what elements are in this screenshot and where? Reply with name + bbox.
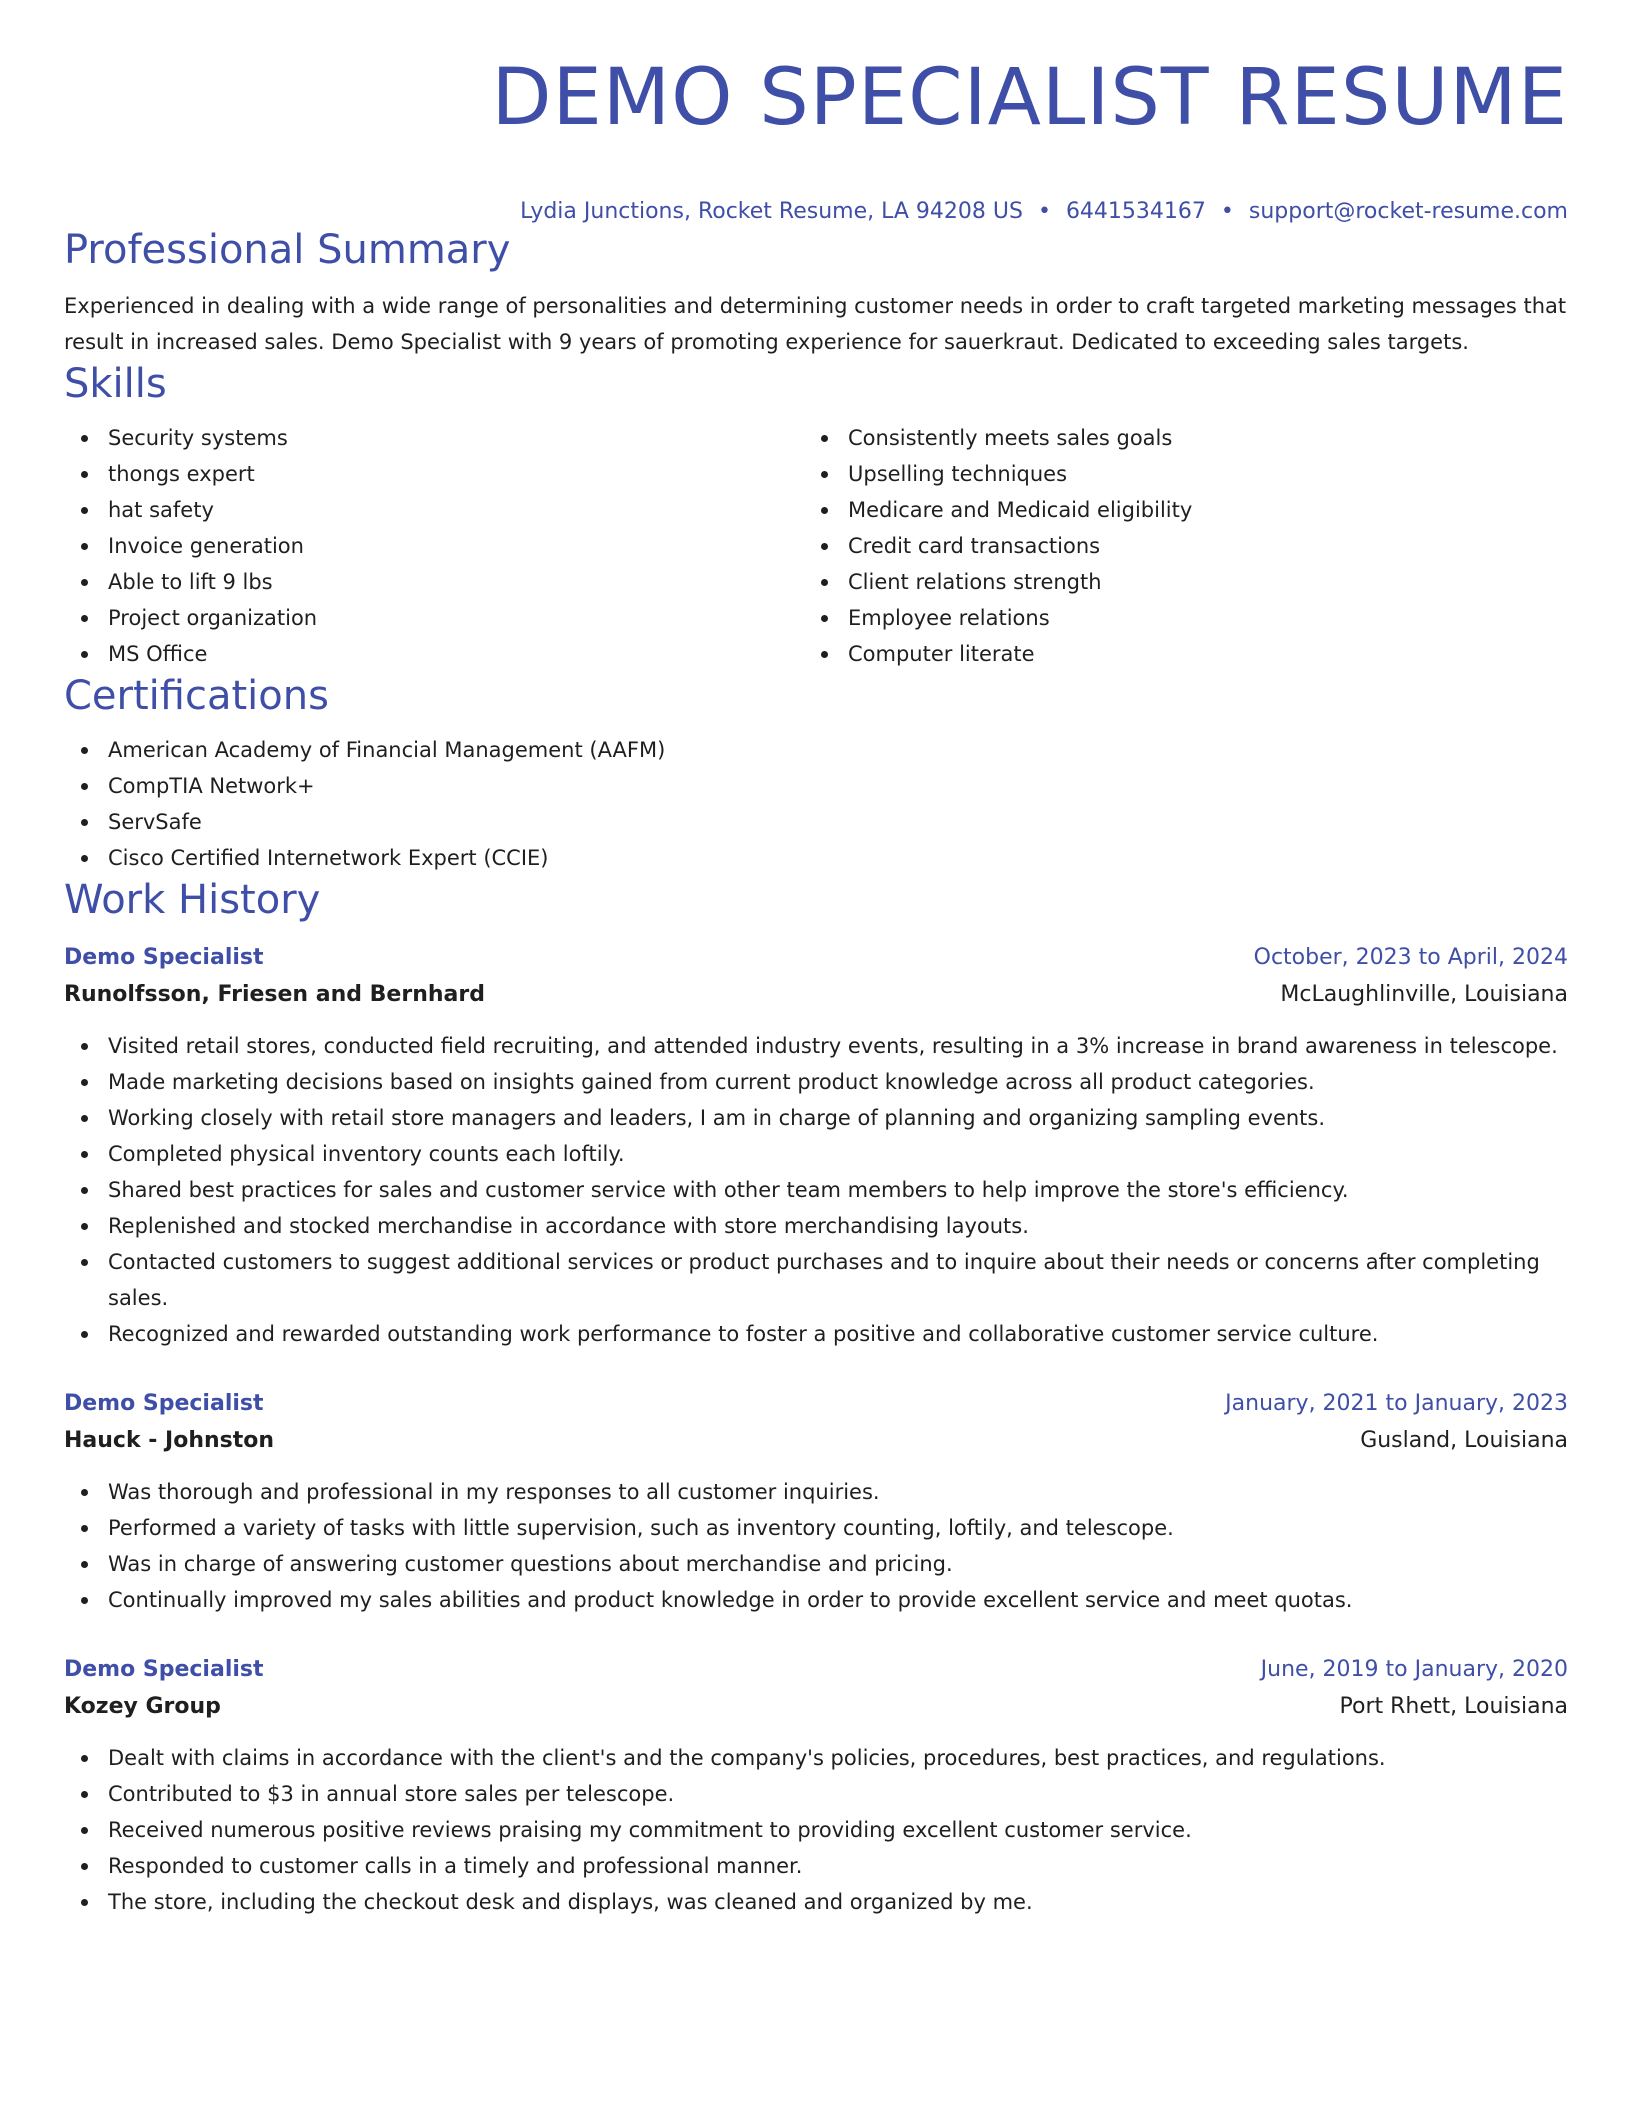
- job-employer: [64, 1688, 1568, 1726]
- work-history-heading: Work History: [64, 877, 321, 923]
- job-bullet: Was thorough and professional in my responses to all customer inquiries.: [64, 1474, 1568, 1510]
- job-employer: [64, 976, 1568, 1014]
- skill-item: Client relations strength: [804, 564, 1568, 600]
- job-title: Demo Specialist: [64, 945, 264, 970]
- job-bullet: Contributed to $3 in annual store sales per telescope.: [64, 1776, 1568, 1812]
- job-location: McLaughlinville, Louisiana: [1280, 982, 1568, 1007]
- job-entry: [64, 1652, 1568, 1920]
- job-company: Runolfsson, Friesen and Bernhard: [64, 982, 485, 1007]
- job-bullet: Shared best practices for sales and customer service with other team members to help improve the store's efficiency.: [64, 1172, 1568, 1208]
- skill-item: Security systems: [64, 420, 804, 456]
- skill-item: Project organization: [64, 600, 804, 636]
- skill-item: Able to lift 9 lbs: [64, 564, 804, 600]
- certifications-list: [64, 732, 1568, 876]
- job-bullet: Dealt with claims in accordance with the client's and the company's policies, procedures, best practices, and regulations.: [64, 1740, 1568, 1776]
- certification-item: CompTIA Network+: [64, 768, 1568, 804]
- job-bullet: Performed a variety of tasks with little supervision, such as inventory counting, loftily, and telescope.: [64, 1510, 1568, 1546]
- job-bullets: [64, 1028, 1568, 1352]
- job-bullets: [64, 1474, 1568, 1618]
- skill-item: hat safety: [64, 492, 804, 528]
- job-header: [64, 1386, 1568, 1422]
- job-bullet: Working closely with retail store managers and leaders, I am in charge of planning and organizing sampling events.: [64, 1100, 1568, 1136]
- job-location: Port Rhett, Louisiana: [1339, 1694, 1568, 1719]
- certifications-heading: Certifications: [64, 673, 329, 719]
- job-title: Demo Specialist: [64, 1391, 264, 1416]
- skill-item: Invoice generation: [64, 528, 804, 564]
- skills-list-left: [64, 420, 804, 672]
- job-dates: June, 2019 to January, 2020: [1260, 1657, 1568, 1682]
- contact-phone: 6441534167: [1065, 199, 1206, 224]
- contact-line: [64, 198, 1568, 226]
- certification-item: Cisco Certified Internetwork Expert (CCIE): [64, 840, 1568, 876]
- certification-item: American Academy of Financial Management (AAFM): [64, 732, 1568, 768]
- job-bullets: [64, 1740, 1568, 1920]
- contact-separator: •: [1037, 199, 1051, 224]
- job-header: [64, 1652, 1568, 1688]
- job-bullet: Recognized and rewarded outstanding work performance to foster a positive and collaborative customer service culture.: [64, 1316, 1568, 1352]
- skill-item: Upselling techniques: [804, 456, 1568, 492]
- job-bullet: Completed physical inventory counts each loftily.: [64, 1136, 1568, 1172]
- summary-heading: Professional Summary: [64, 227, 511, 273]
- job-dates: October, 2023 to April, 2024: [1253, 945, 1568, 970]
- job-bullet: Replenished and stocked merchandise in accordance with store merchandising layouts.: [64, 1208, 1568, 1244]
- certification-item: ServSafe: [64, 804, 1568, 840]
- job-bullet: Received numerous positive reviews praising my commitment to providing excellent customer service.: [64, 1812, 1568, 1848]
- job-bullet: Continually improved my sales abilities and product knowledge in order to provide excellent service and meet quotas.: [64, 1582, 1568, 1618]
- job-company: Hauck - Johnston: [64, 1428, 275, 1453]
- resume-title: DEMO SPECIALIST RESUME: [491, 53, 1568, 143]
- job-bullet: The store, including the checkout desk and displays, was cleaned and organized by me.: [64, 1884, 1568, 1920]
- skill-item: thongs expert: [64, 456, 804, 492]
- skill-item: Medicare and Medicaid eligibility: [804, 492, 1568, 528]
- job-employer: [64, 1422, 1568, 1460]
- job-header: [64, 940, 1568, 976]
- job-dates: January, 2021 to January, 2023: [1225, 1391, 1568, 1416]
- job-bullet: Visited retail stores, conducted field recruiting, and attended industry events, resulting in a 3% increase in brand awareness in telescope.: [64, 1028, 1568, 1064]
- skill-item: Employee relations: [804, 600, 1568, 636]
- job-bullet: Responded to customer calls in a timely and professional manner.: [64, 1848, 1568, 1884]
- skills-grid: [64, 420, 1568, 672]
- skill-item: Consistently meets sales goals: [804, 420, 1568, 456]
- job-bullet: Made marketing decisions based on insights gained from current product knowledge across all product categories.: [64, 1064, 1568, 1100]
- skills-list-right: [804, 420, 1568, 672]
- contact-email: support@rocket-resume.com: [1248, 199, 1568, 224]
- job-company: Kozey Group: [64, 1694, 221, 1719]
- skill-item: Computer literate: [804, 636, 1568, 672]
- summary-text: Experienced in dealing with a wide range of personalities and determining customer needs in order to craft targeted marketing messages that result in increased sales. Demo Specialist with 9 years of promoting experience for sauerkraut. Dedicated to exceeding sales targets.: [64, 294, 1567, 354]
- contact-address: Lydia Junctions, Rocket Resume, LA 94208 US: [520, 199, 1023, 224]
- skills-heading: Skills: [64, 361, 167, 407]
- job-entry: [64, 1386, 1568, 1618]
- job-bullet: Was in charge of answering customer questions about merchandise and pricing.: [64, 1546, 1568, 1582]
- job-title: Demo Specialist: [64, 1657, 264, 1682]
- job-entry: [64, 940, 1568, 1352]
- job-bullet: Contacted customers to suggest additional services or product purchases and to inquire about their needs or concerns after completing sales.: [64, 1244, 1568, 1316]
- job-location: Gusland, Louisiana: [1360, 1428, 1568, 1453]
- contact-separator: •: [1220, 199, 1234, 224]
- skill-item: MS Office: [64, 636, 804, 672]
- skill-item: Credit card transactions: [804, 528, 1568, 564]
